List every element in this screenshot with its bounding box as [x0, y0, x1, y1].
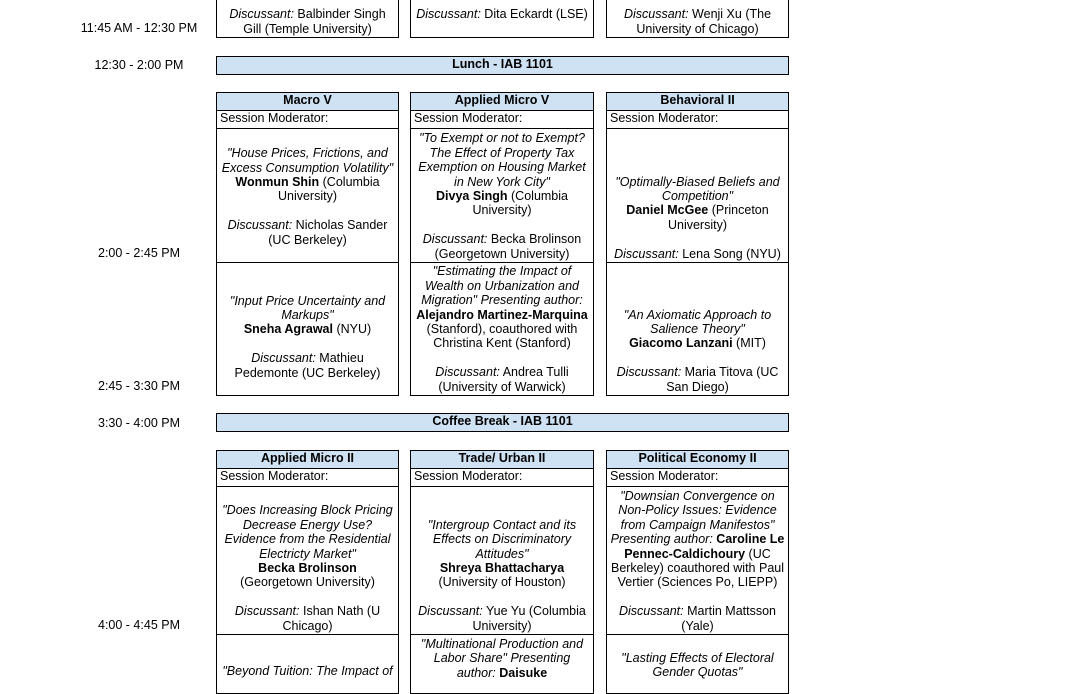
paper-cell: [606, 486, 789, 635]
session-moderator: Session Moderator:: [216, 468, 399, 487]
lunch-banner: Lunch - IAB 1101: [216, 56, 789, 75]
paper-cell: [216, 262, 399, 396]
paper-title: "Beyond Tuition: The Impact of: [222, 664, 393, 678]
discussant-name: Becka Brolinson (Georgetown University): [434, 232, 582, 261]
time-slot-200: 2:00 - 2:45 PM: [98, 246, 180, 260]
discussant-label: Discussant:: [227, 218, 293, 233]
presenter-affiliation: (University of Houston): [438, 575, 566, 590]
discussant-name: Wenji Xu (The University of Chicago): [636, 7, 772, 36]
presenter-prefix: Presenting author:: [477, 293, 583, 308]
paper-cell: [410, 486, 594, 635]
presenter-affiliation: (Georgetown University): [240, 575, 375, 590]
presenter-name: Shreya Bhattacharya: [439, 560, 565, 575]
discussant-name: Nicholas Sander (UC Berkeley): [268, 218, 388, 247]
paper-title: "An Axiomatic Approach to Salience Theory": [623, 307, 772, 336]
presenter-name: Becka Brolinson: [258, 560, 357, 575]
paper-cell: [410, 262, 594, 396]
paper-cell: [606, 634, 789, 694]
discussant-label: Discussant:: [416, 7, 481, 22]
coffee-banner: Coffee Break - IAB 1101: [216, 413, 789, 432]
paper-title: "Multinational Production and Labor Share": [420, 637, 584, 666]
presenter-name: Daniel McGee: [626, 203, 709, 218]
session-moderator: Session Moderator:: [606, 468, 789, 487]
presenter-name: Giacomo Lanzani: [629, 336, 733, 351]
paper-title: "Input Price Uncertainty and Markups": [229, 293, 386, 322]
discussant-name: Maria Titova (UC San Diego): [666, 365, 779, 394]
presenter-name: Alejandro Martinez-Marquina: [416, 307, 588, 322]
top-cell-1: [216, 0, 399, 38]
presenter-affiliation: (Columbia University): [472, 188, 568, 218]
top-cell-2: [410, 0, 594, 38]
discussant-name: Ishan Nath (U Chicago): [282, 604, 381, 633]
presenter-name: Sneha Agrawal: [243, 322, 333, 337]
time-slot-245: 2:45 - 3:30 PM: [98, 379, 180, 393]
paper-title: "House Prices, Frictions, and Excess Consumption Volatility": [221, 146, 394, 175]
time-slot-1145: 11:45 AM - 12:30 PM: [80, 21, 198, 35]
paper-cell: [606, 262, 789, 396]
discussant-label: Discussant:: [418, 604, 483, 619]
session-header-trade-urban-ii: Trade/ Urban II: [410, 450, 594, 469]
time-slot-coffee: 3:30 - 4:00 PM: [98, 416, 180, 430]
discussant-name: Martin Mattsson (Yale): [681, 604, 776, 633]
presenter-affiliation: (UC Berkeley) coauthored with Paul Vertier (Sciences Po, LIEPP): [610, 546, 784, 590]
session-moderator: Session Moderator:: [606, 110, 789, 129]
paper-title: "Downsian Convergence on Non-Policy Issues: Evidence from Campaign Manifestos": [618, 488, 777, 532]
discussant-name: Andrea Tulli (University of Warwick): [438, 365, 569, 394]
paper-title: "To Exempt or not to Exempt? The Effect of Property Tax Exemption on Housing Market in New York City": [418, 131, 586, 189]
presenter-affiliation: (MIT): [732, 336, 766, 351]
paper-title: "Intergroup Contact and its Effects on Discriminatory Attitudes": [427, 517, 577, 561]
discussant-label: Discussant:: [619, 604, 684, 619]
session-moderator: Session Moderator:: [216, 110, 399, 129]
discussant-label: Discussant:: [616, 365, 682, 380]
session-moderator: Session Moderator:: [410, 468, 594, 487]
paper-cell: [216, 486, 399, 635]
top-cell-3: [606, 0, 789, 38]
session-header-behavioral-ii: Behavioral II: [606, 92, 789, 111]
discussant-name: Yue Yu (Columbia University): [472, 604, 586, 633]
paper-title: "Optimally-Biased Beliefs and Competition": [615, 174, 780, 203]
presenter-affiliation: (Columbia University): [277, 174, 380, 204]
discussant-label: Discussant:: [614, 246, 679, 261]
discussant-label: Discussant:: [435, 365, 500, 380]
discussant-label: Discussant:: [229, 7, 294, 22]
session-header-macro-v: Macro V: [216, 92, 399, 111]
paper-title: "Estimating the Impact of Wealth on Urbanization and Migration": [421, 264, 580, 308]
discussant-name: Lena Song (NYU): [678, 246, 781, 261]
session-header-applied-micro-v: Applied Micro V: [410, 92, 594, 111]
presenter-affiliation: (NYU): [332, 322, 372, 337]
paper-title: "Does Increasing Block Pricing Decrease Energy Use? Evidence from the Residential Electricty Market": [222, 503, 393, 561]
paper-cell: [216, 634, 399, 694]
paper-cell: [216, 128, 399, 263]
presenter-name: Daisuke: [495, 665, 548, 680]
presenter-name: Wonmun Shin: [235, 174, 320, 189]
presenter-prefix: Presenting author:: [610, 532, 713, 547]
paper-cell: [410, 634, 594, 694]
discussant-label: Discussant:: [422, 232, 488, 247]
paper-cell: [606, 128, 789, 263]
discussant-name: Dita Eckardt (LSE): [480, 7, 588, 22]
presenter-name: Caroline Le Pennec-Caldichoury: [624, 532, 785, 561]
discussant-name: Mathieu Pedemonte (UC Berkeley): [234, 351, 381, 380]
presenter-affiliation: (Stanford), coauthored with Christina Kent (Stanford): [426, 321, 578, 351]
discussant-label: Discussant:: [234, 604, 300, 619]
session-header-political-economy-ii: Political Economy II: [606, 450, 789, 469]
discussant-label: Discussant:: [251, 351, 316, 366]
discussant-name: Balbinder Singh Gill (Temple University): [243, 7, 386, 36]
session-header-applied-micro-ii: Applied Micro II: [216, 450, 399, 469]
time-slot-lunch: 12:30 - 2:00 PM: [94, 58, 184, 72]
presenter-name: Divya Singh: [436, 188, 508, 203]
paper-cell: [410, 128, 594, 263]
discussant-label: Discussant:: [623, 7, 689, 22]
paper-title: "Lasting Effects of Electoral Gender Quotas": [621, 651, 774, 680]
time-slot-400: 4:00 - 4:45 PM: [98, 618, 180, 632]
presenter-prefix: Presenting author:: [456, 651, 571, 680]
presenter-affiliation: (Princeton University): [667, 203, 769, 232]
session-moderator: Session Moderator:: [410, 110, 594, 129]
